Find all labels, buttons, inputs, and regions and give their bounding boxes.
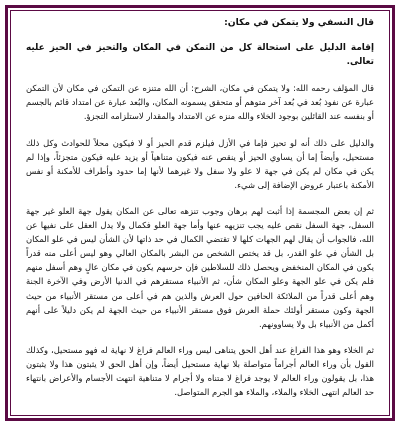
- paragraph-3: ثم إن بعض المجسمة إذا أثبت لهم برهان وجوب تنزهه تعالى عن المكان يقول جهة العلو غير جهة السفل، جهة السفل نقص عليه يجب تنزيهه عنها وأما جهة العلو فكمال ولا يدل العقل على نفيها عن الله، فالجواب أن يقال لهم الجهات كلها لا تقتضي الكمال في حد ذاتها لأن الشأن ليس في علو المكان بل الشأن في علو القدر، بل قد يختص الشخص من البشر بالمكان العالي وهو ليس أعلى منه قدراً يكون في المكان المنخفض ويحصل ذلك للسلاطين فإن حرسهم يكون في مكان عالٍ وهم أسفل منهم فلم يكن في علو الجهة وعلو المكان شأن، ثم الأنبياء مستقرهم في الدنيا الأرض وفي الآخرة الجنة وهم أعلى قدراً من الملائكة الحافين حول العرش والذين هم في أعلى من مستقر الأنبياء من حيث الجهة وكون مستقر أولئك حملة العرش فوق مستقر الأنبياء من حيث الجهة لم يكن دليلاً على أنهم أكمل من الأنبياء بل ولا يساوونهم.: [26, 205, 374, 329]
- paragraph-2: والدليل على ذلك أنه لو تحيز فإما في الأزل فيلزم قدم الحيز أو لا فيكون محلاً للحوادث وكل ذلك مستحيل، وأيضاً إما أن يساوي الحيز أو ينقص عنه فيكون متناهياً أو يزيد عليه فيكون متجزئاً، وإذا لم يكن في مكان لم يكن في جهة لا علو ولا سفل ولا غيرهما لأنها إما حدود وأطراف للأمكنة أو نفس الأمكنة باعتبار عروض الإضافة إلى شيء.: [26, 137, 374, 190]
- section-subheading: إقامة الدليل على استحالة كل من التمكن في المكان والتحيز في الحيز عليه تعالى.: [26, 43, 374, 68]
- paragraph-1: قال المؤلف رحمه الله: ولا يتمكن في مكان، الشرح: أن الله متنزه عن التمكن في مكان لأن التمكن عبارة عن نفوذ بُعد في بُعد آخر متوهم أو متحقق يسمونه المكان، والبُعد عبارة عن امتداد قائم بالجسم أو بنفسه عند القائلين بوجود الخلاء والله منزه عن الامتداد والمقدار لاستلزامه التجزؤ.: [26, 83, 374, 122]
- document-body: [26, 16, 374, 412]
- section-heading: قال النسفي ولا يتمكن في مكان:: [224, 17, 374, 28]
- paragraph-4: ثم الخلاء وهو هذا الفراغ عند أهل الحق يتناهى ليس وراء العالم فراغ لا نهاية له فهو مستحيل، وكذلك القول بأن وراء العالم أجراماً متواصلة بلا نهاية مستحيل أيضاً، وإن أهل الحق لا يثبتون هذا ولا يثبتون هذا، بل يقولون وراء العالم لا يوجد فراغ لا متناه ولا أجرام لا متناهية انتهت الأجسام والأعراض بانتهاء حد العالم انتهى الخلاء والملاء، والملاء هو الجرم المتواصل.: [26, 344, 374, 398]
